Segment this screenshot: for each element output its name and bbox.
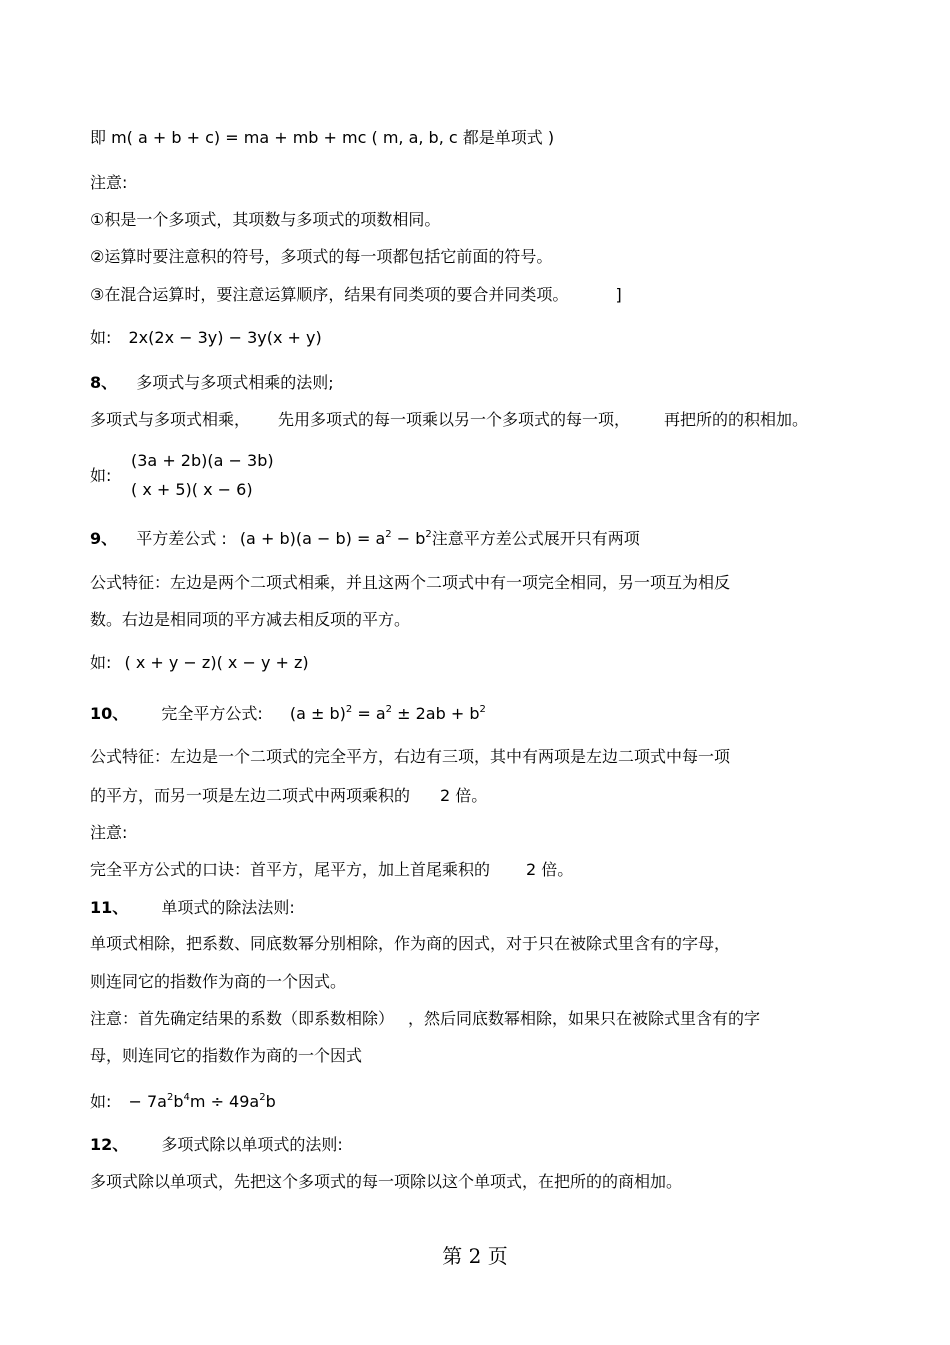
exponent: 2 bbox=[425, 529, 432, 540]
section-number: 8、 bbox=[90, 373, 118, 392]
exponent: 2 bbox=[479, 704, 486, 715]
example-expression: (3a + 2b)(a − 3b) bbox=[131, 451, 274, 470]
formula bbox=[240, 529, 432, 548]
note-item-3-bracket: ] bbox=[615, 285, 622, 304]
page-number: 第 2 页 bbox=[442, 1244, 508, 1268]
section-number: 9、 bbox=[90, 529, 118, 548]
note-label: 注意: bbox=[90, 173, 128, 192]
formula-part: = a bbox=[352, 704, 386, 723]
note-part: ，然后同底数幂相除，如果只在被除式里含有的字 bbox=[408, 1009, 761, 1028]
section-number: 11、 bbox=[90, 898, 129, 917]
body-part: 多项式与多项式相乘， bbox=[90, 410, 251, 429]
exponent: 2 bbox=[345, 704, 353, 715]
section-title: 平方差公式 : bbox=[136, 529, 227, 548]
formula-part: (a ± b) bbox=[289, 704, 346, 723]
tip-part: 2 倍。 bbox=[526, 860, 574, 879]
exponent: 2 bbox=[166, 1092, 174, 1103]
section-title: 多项式除以单项式的法则: bbox=[161, 1135, 343, 1154]
example-label: 如: bbox=[90, 653, 112, 672]
body-part: 先用多项式的每一项乘以另一个多项式的每一项， bbox=[278, 410, 631, 429]
note-label: 注意: bbox=[90, 823, 128, 842]
section-12-body: 多项式除以单项式，先把这个多项式的每一项除以这个单项式，在把所的的商相加。 bbox=[90, 1172, 683, 1191]
section-9-desc-2: 数。右边是相同项的平方减去相反项的平方。 bbox=[90, 610, 411, 629]
section-11-body-1: 单项式相除，把系数、同底数幂分别相除，作为商的因式，对于只在被除式里含有的字母， bbox=[90, 934, 731, 953]
example-expression: ( x + 5)( x − 6) bbox=[131, 480, 253, 499]
exponent: 4 bbox=[183, 1092, 190, 1103]
section-number: 12、 bbox=[90, 1135, 129, 1154]
example-9 bbox=[90, 652, 309, 674]
section-8-heading bbox=[90, 372, 334, 394]
example-expression: 2x(2x − 3y) − 3y(x + y) bbox=[128, 328, 322, 347]
note-item-2: ②运算时要注意积的符号，多项式的每一项都包括它前面的符号。 bbox=[90, 247, 553, 266]
note-part: 注意：首先确定结果的系数（即系数相除） bbox=[90, 1009, 395, 1028]
exponent: 2 bbox=[385, 529, 392, 540]
formula-part: ± 2ab + b bbox=[392, 704, 480, 723]
section-9-desc-1: 公式特征：左边是两个二项式相乘，并且这两个二项式中有一项完全相同，另一项互为相反 bbox=[90, 573, 731, 592]
section-11-heading bbox=[90, 897, 295, 919]
desc-part: 2 倍。 bbox=[440, 786, 488, 805]
tip-part: 完全平方公式的口诀：首平方，尾平方，加上首尾乘积的 bbox=[90, 860, 491, 879]
section-9-heading bbox=[90, 528, 640, 550]
section-10-tip bbox=[90, 859, 573, 881]
note-item-3 bbox=[90, 284, 622, 306]
section-10-desc-2 bbox=[90, 785, 487, 807]
formula-part: (a + b)(a − b) = a bbox=[239, 529, 386, 548]
example-label: 如: bbox=[90, 328, 112, 347]
expr-part: b bbox=[173, 1092, 184, 1111]
desc-part: 的平方，而另一项是左边二项式中两项乘积的 bbox=[90, 786, 411, 805]
line-distributive-rule: 即 m( a + b + c) = ma + mb + mc ( m, a, b, c 都是单项式 ) bbox=[90, 128, 555, 147]
note-item-3-text: ③在混合运算时，要注意运算顺序，结果有同类项的要合并同类项。 bbox=[90, 285, 569, 304]
example-label: 如: bbox=[90, 1092, 112, 1111]
section-title: 多项式与多项式相乘的法则; bbox=[136, 373, 334, 392]
formula bbox=[290, 704, 486, 723]
exponent: 2 bbox=[385, 704, 393, 715]
section-11-body-2: 则连同它的指数作为商的一个因式。 bbox=[90, 972, 347, 991]
section-11-note-1 bbox=[90, 1008, 760, 1030]
example-expression bbox=[129, 1092, 276, 1111]
expr-part: m ÷ 49a bbox=[189, 1092, 260, 1111]
section-12-heading bbox=[90, 1134, 343, 1156]
section-title: 单项式的除法法则: bbox=[161, 898, 295, 917]
expr-part: b bbox=[265, 1092, 276, 1111]
note-item-1: ①积是一个多项式，其项数与多项式的项数相同。 bbox=[90, 210, 441, 229]
formula-part: − b bbox=[391, 529, 426, 548]
body-part: 再把所的的积相加。 bbox=[664, 410, 809, 429]
expr-part: − 7a bbox=[128, 1092, 167, 1111]
example-11 bbox=[90, 1091, 276, 1113]
example-expression: ( x + y − z)( x − y + z) bbox=[124, 653, 309, 672]
section-10-heading bbox=[90, 703, 486, 725]
section-8-body bbox=[90, 409, 808, 431]
section-title: 完全平方公式: bbox=[161, 704, 263, 723]
example-label: 如: bbox=[90, 466, 112, 485]
example-1 bbox=[90, 327, 322, 349]
exponent: 2 bbox=[259, 1092, 266, 1103]
section-10-desc-1: 公式特征：左边是一个二项式的完全平方，右边有三项，其中有两项是左边二项式中每一项 bbox=[90, 747, 731, 766]
section-11-note-2: 母，则连同它的指数作为商的一个因式 bbox=[90, 1046, 363, 1065]
section-note: 注意平方差公式展开只有两项 bbox=[431, 529, 640, 548]
section-number: 10、 bbox=[90, 704, 129, 723]
